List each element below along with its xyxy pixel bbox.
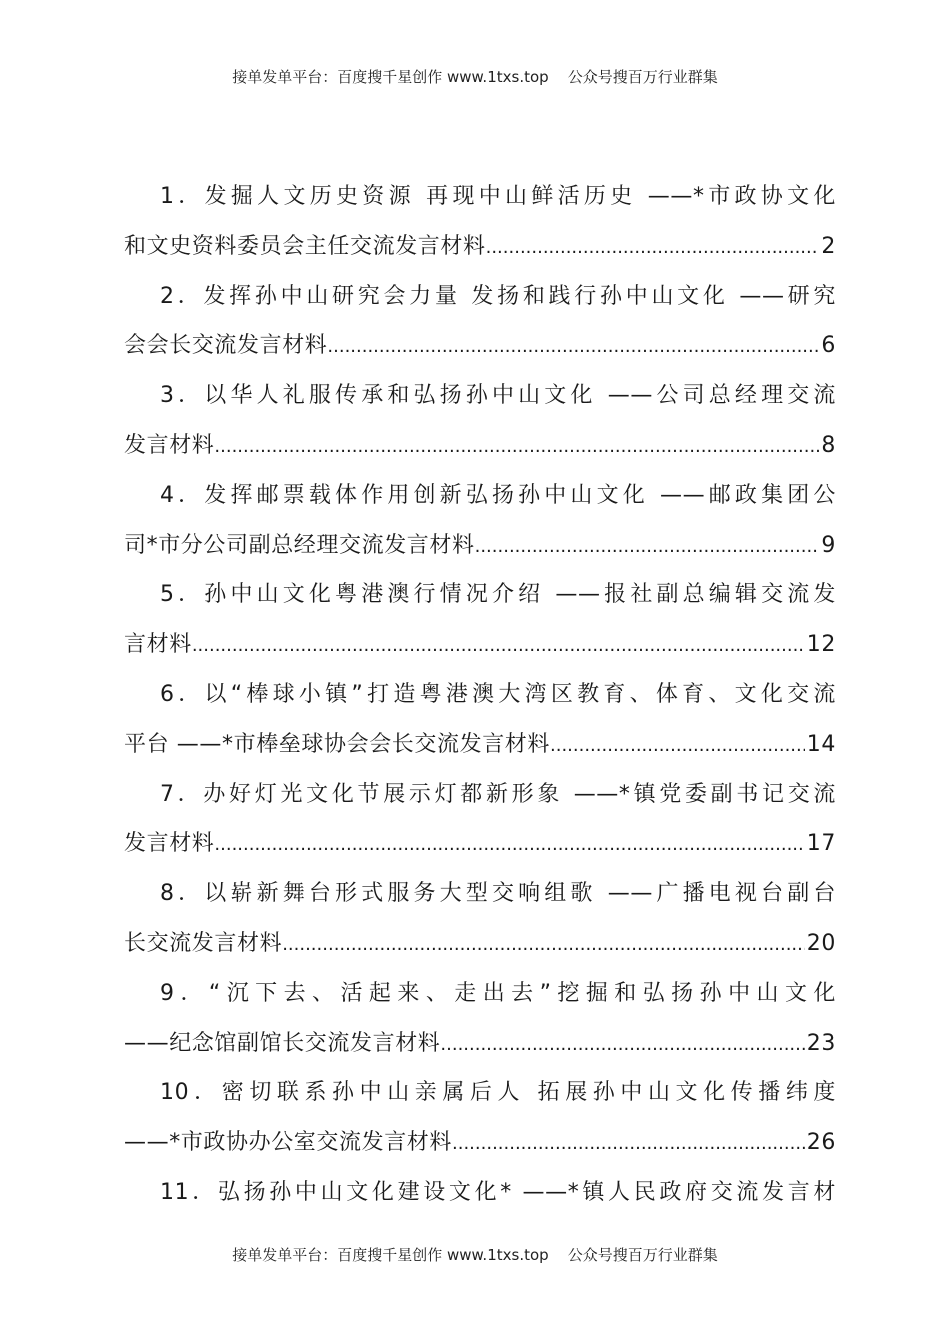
toc-entry[interactable] [124, 869, 836, 969]
toc-entry-title: 7．办好灯光文化节展示灯都新形象 ——*镇党委副书记交流 [160, 781, 836, 807]
toc-entry-title-cont: 司*市分公司副总经理交流发言材料 [124, 532, 475, 558]
toc-entry-title: 3．以华人礼服传承和弘扬孙中山文化 ——公司总经理交流 [160, 383, 836, 409]
dot-leader [214, 422, 819, 471]
toc-entry-title: 5．孙中山文化粤港澳行情况介绍 ——报社副总编辑交流发 [160, 582, 836, 608]
toc-entry[interactable] [124, 471, 836, 571]
dot-leader [282, 920, 805, 969]
toc-entry-title: 4．发挥邮票载体作用创新弘扬孙中山文化 ——邮政集团公 [160, 482, 836, 508]
toc-entry-title-cont: 长交流发言材料 [124, 930, 283, 956]
toc-entry-title-cont: 平台 ——*市棒垒球协会会长交流发言材料 [124, 731, 550, 757]
toc-entry-title: 11．弘扬孙中山文化建设文化* ——*镇人民政府交流发言材 [160, 1179, 836, 1205]
page-header: 接单发单平台：百度搜千星创作 www.1txs.top 公众号搜百万行业群集 [232, 68, 718, 86]
toc-entry-title-cont: 发言材料 [124, 432, 215, 458]
toc-entry[interactable] [124, 969, 836, 1069]
toc-entry-continuation [124, 1118, 836, 1168]
toc-entry-continuation [124, 222, 836, 272]
dot-leader [486, 223, 820, 272]
dot-leader [440, 1020, 804, 1069]
toc-entry-continuation [124, 919, 836, 969]
toc-entry-title-cont: 发言材料 [124, 831, 215, 857]
page-number: 20 [806, 930, 836, 956]
dot-leader [452, 1119, 805, 1168]
toc-entry[interactable] [124, 1168, 836, 1218]
toc-entry[interactable] [124, 670, 836, 770]
toc-entry-title: 8．以崭新舞台形式服务大型交响组歌 ——广播电视台副台 [160, 881, 836, 907]
toc-entry-continuation [124, 321, 836, 371]
toc-entry-continuation [124, 1019, 836, 1069]
toc-entry-continuation [124, 421, 836, 471]
toc-entry[interactable] [124, 371, 836, 471]
toc-entry-title: 2．发挥孙中山研究会力量 发扬和践行孙中山文化 ——研究 [160, 283, 836, 309]
toc-entry-continuation [124, 620, 836, 670]
toc-entry[interactable] [124, 570, 836, 670]
page-number: 9 [821, 532, 836, 558]
toc-entry[interactable] [124, 1068, 836, 1168]
toc-entry-title-cont: ——纪念馆副馆长交流发言材料 [124, 1030, 441, 1056]
page-number: 17 [806, 831, 836, 857]
toc-entry-title: 10．密切联系孙中山亲属后人 拓展孙中山文化传播纬度 [160, 1080, 836, 1106]
table-of-contents [124, 172, 836, 1218]
page-footer: 接单发单平台：百度搜千星创作 www.1txs.top 公众号搜百万行业群集 [232, 1246, 718, 1264]
toc-entry-title: 9．“沉下去、活起来、走出去”挖掘和弘扬孙中山文化 [160, 980, 836, 1006]
page-number: 6 [821, 333, 836, 359]
toc-entry-title-cont: 会会长交流发言材料 [124, 333, 328, 359]
toc-entry-title-cont: 和文史资料委员会主任交流发言材料 [124, 233, 486, 259]
page-number: 2 [821, 233, 836, 259]
toc-entry[interactable] [124, 172, 836, 272]
toc-entry-continuation [124, 819, 836, 869]
toc-entry-title-cont: ——*市政协办公室交流发言材料 [124, 1130, 453, 1156]
toc-entry-continuation [124, 521, 836, 571]
toc-entry-title: 6．以“棒球小镇”打造粤港澳大湾区教育、体育、文化交流 [160, 681, 836, 707]
page-number: 14 [806, 731, 836, 757]
toc-entry-title-cont: 言材料 [124, 632, 192, 658]
toc-entry[interactable] [124, 770, 836, 870]
dot-leader [214, 820, 804, 869]
dot-leader [475, 522, 820, 571]
page-number: 23 [806, 1030, 836, 1056]
toc-entry-title: 1．发掘人文历史资源 再现中山鲜活历史 ——*市政协文化 [160, 184, 836, 209]
toc-entry-continuation [124, 720, 836, 770]
dot-leader [327, 322, 819, 371]
dot-leader [550, 721, 805, 770]
page-number: 26 [806, 1130, 836, 1156]
dot-leader [192, 621, 805, 670]
toc-entry[interactable] [124, 272, 836, 372]
page-number: 8 [821, 432, 836, 458]
page-number: 12 [806, 632, 836, 658]
